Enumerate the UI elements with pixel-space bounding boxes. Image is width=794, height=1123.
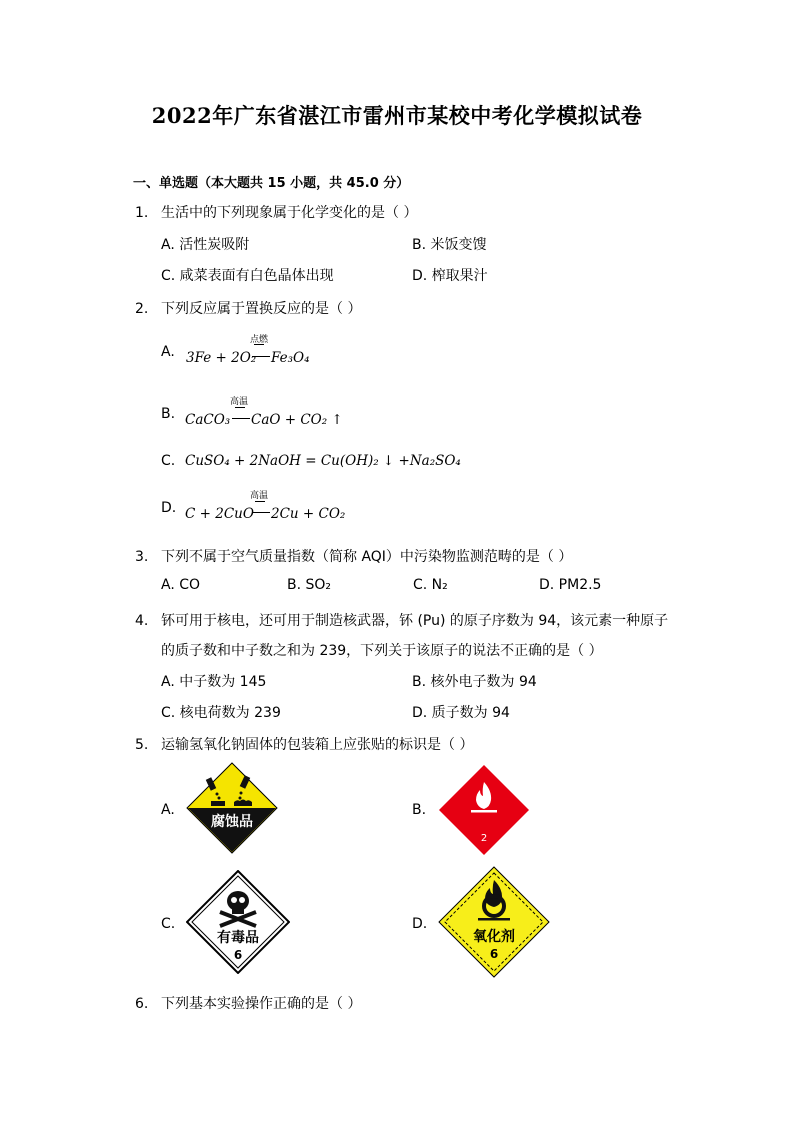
question-number: 4. [135,613,149,629]
option-d-letter: D. [161,500,177,516]
equals-bar [252,512,270,513]
option-b: B. 米饭变馊 [412,237,487,253]
sign-label: 腐蚀品 [211,814,253,830]
equals-bar-top [255,501,265,502]
question-4-line2: 的质子数和中子数之和为 239，下列关于该原子的说法不正确的是（ ） [161,643,603,659]
option-c-letter: C. [161,916,176,932]
reaction-condition: 高温 [250,491,269,501]
question-number: 1. [135,205,149,221]
option-a: A. 中子数为 145 [161,674,267,690]
question-5 [135,734,473,754]
option-c: C. 核电荷数为 239 [161,705,281,721]
question-text: 生活中的下列现象属于化学变化的是（ ） [161,205,418,221]
option-c-letter: C. [161,453,176,469]
question-2 [135,298,361,318]
question-6 [135,993,361,1013]
equation-right: CaO + CO₂ ↑ [251,412,343,428]
question-text: 下列不属于空气质量指数（简称 AQI）中污染物监测范畴的是（ ） [161,549,573,565]
equation: CuSO₄ + 2NaOH = Cu(OH)₂ ↓ +Na₂SO₄ [185,453,461,469]
sign-number: 6 [489,947,499,961]
question-3 [135,546,572,566]
flammable-sign-icon [438,764,530,856]
option-b-letter: B. [161,406,176,422]
question-4 [135,610,668,630]
question-text: 下列反应属于置换反应的是（ ） [161,301,362,317]
sign-label: 有毒品 [217,930,259,946]
option-a-letter: A. [161,344,175,360]
equals-bar [232,418,250,419]
oxidizer-sign-icon [438,866,550,978]
equals-bar [252,356,270,357]
question-number: 3. [135,549,149,565]
sign-label: 氧化剂 [473,929,515,945]
option-c: C. N₂ [413,577,448,593]
equation-left: 3Fe + 2O₂ [186,350,257,366]
section-heading: 一、单选题（本大题共 15 小题，共 45.0 分） [133,176,410,191]
option-d-letter: D. [412,916,428,932]
option-b: B. 核外电子数为 94 [412,674,537,690]
equation-left: CaCO₃ [185,412,231,428]
question-1 [135,202,417,222]
question-number: 6. [135,996,149,1012]
reaction-condition: 点燃 [250,335,269,345]
option-d: D. 榨取果汁 [412,268,488,284]
option-a: A. CO [161,577,201,593]
equals-bar-top [235,407,245,408]
page-title: 2022年广东省湛江市雷州市某校中考化学模拟试卷 [151,103,643,128]
option-a-letter: A. [161,802,175,818]
option-d: D. 质子数为 94 [412,705,510,721]
reaction-condition: 高温 [230,397,249,407]
sign-number: 2 [480,833,488,844]
question-text: 运输氢氧化钠固体的包装箱上应张贴的标识是（ ） [161,737,474,753]
option-b: B. SO₂ [287,577,332,593]
toxic-sign-icon [186,870,290,974]
option-d: D. PM2.5 [539,577,602,593]
question-text: 下列基本实验操作正确的是（ ） [161,996,362,1012]
option-b-letter: B. [412,802,427,818]
equation-left: C + 2CuO [185,506,254,522]
question-number: 5. [135,737,149,753]
question-text-line1: 钚可用于核电，还可用于制造核武器，钚 (Pu) 的原子序数为 94，该元素一种原子 [161,613,669,629]
option-a: A. 活性炭吸附 [161,237,250,253]
equals-bar-top [254,344,264,345]
sign-number: 6 [233,948,243,962]
equation-right: 2Cu + CO₂ [271,506,346,522]
question-number: 2. [135,301,149,317]
equation-right: Fe₃O₄ [271,350,310,366]
corrosive-sign-icon [186,762,278,854]
option-c: C. 咸菜表面有白色晶体出现 [161,268,334,284]
